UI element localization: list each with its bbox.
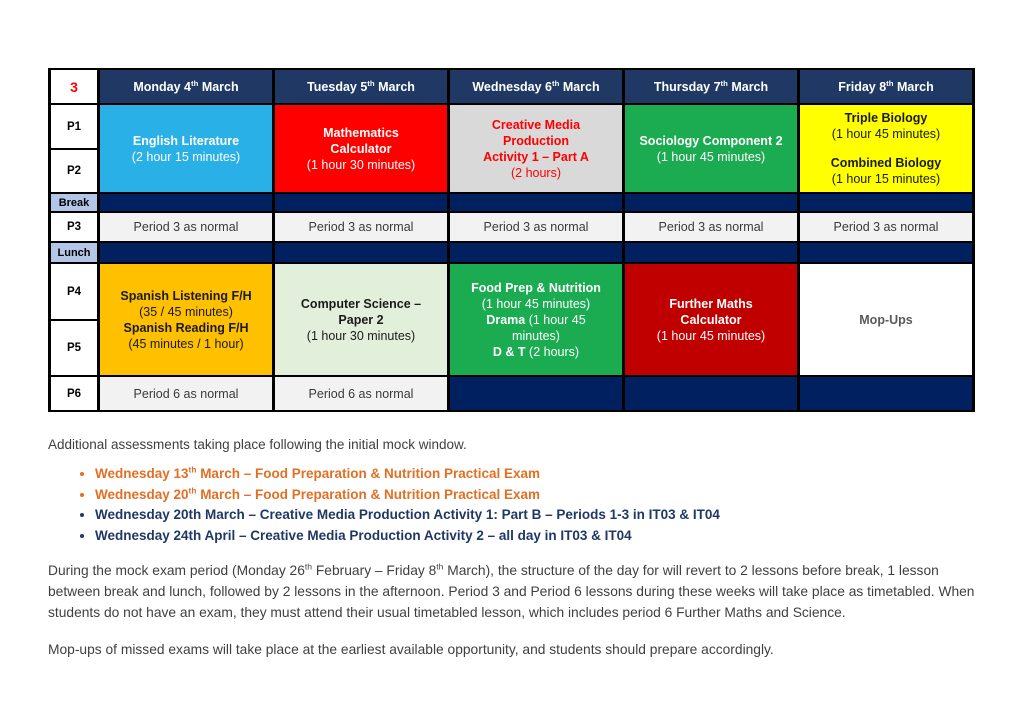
mop-ups-cell-friday: Mop-Ups (799, 263, 974, 376)
lunch-band-friday (799, 242, 974, 263)
lunch-band-monday (99, 242, 274, 263)
exam-cell-monday-pm: Spanish Listening F/H (35 / 45 minutes) Spanish Reading F/H (45 minutes / 1 hour) (99, 263, 274, 376)
day-header-monday: Monday 4th March (99, 69, 274, 104)
exam-cell-thursday-am: Sociology Component 2 (1 hour 45 minutes) (624, 104, 799, 193)
exam-cell-monday-am: English Literature (2 hour 15 minutes) (99, 104, 274, 193)
break-band-monday (99, 193, 274, 212)
period6-band-wednesday (449, 376, 624, 411)
break-band-thursday (624, 193, 799, 212)
lunch-band-wednesday (449, 242, 624, 263)
period-label-p5: P5 (50, 320, 99, 376)
additional-assessments-intro: Additional assessments taking place following the initial mock window. (48, 437, 467, 452)
day-header-thursday: Thursday 7th March (624, 69, 799, 104)
period-label-lunch: Lunch (50, 242, 99, 263)
period6-band-thursday (624, 376, 799, 411)
period3-cell-thursday: Period 3 as normal (624, 212, 799, 242)
period-label-p2: P2 (50, 149, 99, 193)
period6-cell-tuesday: Period 6 as normal (274, 376, 449, 411)
row-lunch (50, 242, 974, 263)
exam-cell-tuesday-am: Mathematics Calculator (1 hour 30 minutes) (274, 104, 449, 193)
day-header-wednesday: Wednesday 6th March (449, 69, 624, 104)
week-number: 3 (50, 69, 99, 104)
break-band-friday (799, 193, 974, 212)
period-label-p3: P3 (50, 212, 99, 242)
exam-cell-wednesday-pm: Food Prep & Nutrition (1 hour 45 minutes) Drama (1 hour 45 minutes) D & T (2 hours) (449, 263, 624, 376)
exam-timetable (48, 68, 975, 412)
list-item-food-prep-20-march: • Wednesday 20th March – Food Preparation & Nutrition Practical Exam (95, 485, 976, 505)
row-p6 (50, 376, 974, 411)
additional-assessments-list (48, 464, 976, 545)
row-p3 (50, 212, 974, 242)
exam-cell-tuesday-pm: Computer Science – Paper 2 (1 hour 30 minutes) (274, 263, 449, 376)
list-item-creative-media-part-b: • Wednesday 20th March – Creative Media Production Activity 1: Part B – Periods 1-3 in IT03 & IT04 (95, 505, 976, 525)
period3-cell-monday: Period 3 as normal (99, 212, 274, 242)
period3-cell-tuesday: Period 3 as normal (274, 212, 449, 242)
list-item-creative-media-activity-2: • Wednesday 24th April – Creative Media Production Activity 2 – all day in IT03 & IT04 (95, 526, 976, 546)
lunch-band-tuesday (274, 242, 449, 263)
period3-cell-wednesday: Period 3 as normal (449, 212, 624, 242)
mop-ups-paragraph: Mop-ups of missed exams will take place at the earliest available opportunity, and students should prepare accordingly. (48, 642, 774, 658)
row-p4 (50, 263, 974, 320)
row-p1 (50, 104, 974, 149)
exam-cell-thursday-pm: Further Maths Calculator (1 hour 45 minutes) (624, 263, 799, 376)
period-label-p6: P6 (50, 376, 99, 411)
header-row (50, 69, 974, 104)
mock-period-structure-paragraph: During the mock exam period (Monday 26th February – Friday 8th March), the structure of the day for will revert to 2 lessons before break, 1 lesson between break and lunch, followed by 2 lessons in the afternoon. Period 3 and Period 6 lessons during these weeks will take place as timetabled. When students do not have an exam, they must attend their usual timetabled lesson, which includes period 6 Further Maths and Science. (48, 561, 975, 621)
period-label-p1: P1 (50, 104, 99, 149)
period6-cell-monday: Period 6 as normal (99, 376, 274, 411)
row-break (50, 193, 974, 212)
break-band-wednesday (449, 193, 624, 212)
period-label-p4: P4 (50, 263, 99, 320)
period-label-break: Break (50, 193, 99, 212)
lunch-band-thursday (624, 242, 799, 263)
day-header-tuesday: Tuesday 5th March (274, 69, 449, 104)
list-item-food-prep-13-march: • Wednesday 13th March – Food Preparation & Nutrition Practical Exam (95, 464, 976, 484)
period6-band-friday (799, 376, 974, 411)
day-header-friday: Friday 8th March (799, 69, 974, 104)
exam-cell-wednesday-am: Creative Media Production Activity 1 – Part A (2 hours) (449, 104, 624, 193)
break-band-tuesday (274, 193, 449, 212)
exam-cell-friday-am: Triple Biology (1 hour 45 minutes) Combined Biology (1 hour 15 minutes) (799, 104, 974, 193)
period3-cell-friday: Period 3 as normal (799, 212, 974, 242)
